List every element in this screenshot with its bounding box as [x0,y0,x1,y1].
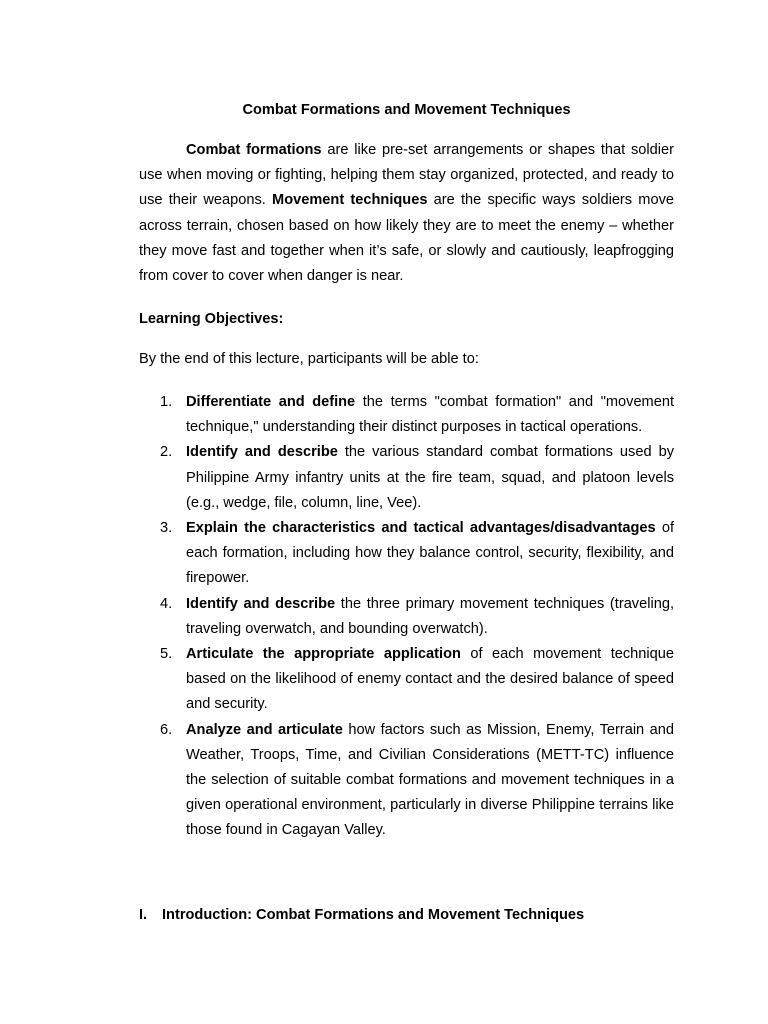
objective-number: 6. [160,721,173,738]
objective-bold: Identify and describe [186,444,338,461]
objective-item [139,592,674,642]
objective-bold: Analyze and articulate [186,721,343,738]
section-number: I. [139,907,148,923]
objective-number: 2. [160,444,173,461]
objective-bold: Differentiate and define [186,394,356,410]
objective-bold: Articulate the appropriate application [186,646,461,663]
objectives-heading: Learning Objectives: [139,311,284,327]
intro-paragraph [139,138,674,289]
objective-text: the various standard combat formations used by Philippine Army infantry units at the fire team, squad, and platoon levels (e.g., wedge, file, column, line, Vee). [186,444,674,511]
objective-number: 3. [160,520,173,537]
document-title: Combat Formations and Movement Techniques [242,102,571,118]
objective-bold: Explain the characteristics and tactical advantages/disadvantages [186,520,656,537]
objective-item [139,642,674,718]
section-heading [139,905,584,925]
term-combat-formations: Combat formations [186,142,322,158]
objectives-list [139,390,674,844]
objective-number: 5. [160,646,173,663]
objective-item [139,390,674,440]
objective-bold: Identify and describe [186,595,336,612]
objective-text: of each formation, including how they balance control, security, flexibility, and firepower. [186,520,674,587]
objectives-lead: By the end of this lecture, participants will be able to: [139,351,479,367]
intro-text-2: are the specific ways soldiers move across terrain, chosen based on how likely they are to meet the enemy – whether they move fast and together when it’s safe, or slowly and cautiously, leapfrogging from cover to cover when danger is near. [139,192,674,285]
intro-text-1: are like pre-set arrangements or shapes that soldier use when moving or fighting, helping them stay organized, protected, and ready to use their weapons. [139,142,675,209]
objective-item [139,440,674,516]
objective-item [139,718,674,844]
section-title: Introduction: Combat Formations and Movement Techniques [162,907,585,923]
objective-text: how factors such as Mission, Enemy, Terrain and Weather, Troops, Time, and Civilian Considerations (METT-TC) influence the selection of suitable combat formations and movement techniques in a given operational environment, particularly in diverse Philippine terrains like those found in Cagayan Valley. [186,721,674,839]
objective-number: 1. [160,394,173,410]
objective-text: the three primary movement techniques (traveling, traveling overwatch, and bounding overwatch). [186,595,674,637]
objective-item [139,516,674,592]
term-movement-techniques: Movement techniques [272,192,428,209]
objective-text: of each movement technique based on the likelihood of enemy contact and the desired balance of speed and security. [186,646,674,713]
objective-number: 4. [160,595,173,612]
objective-text: the terms "combat formation" and "movement technique," understanding their distinct purposes in tactical operations. [186,394,674,436]
